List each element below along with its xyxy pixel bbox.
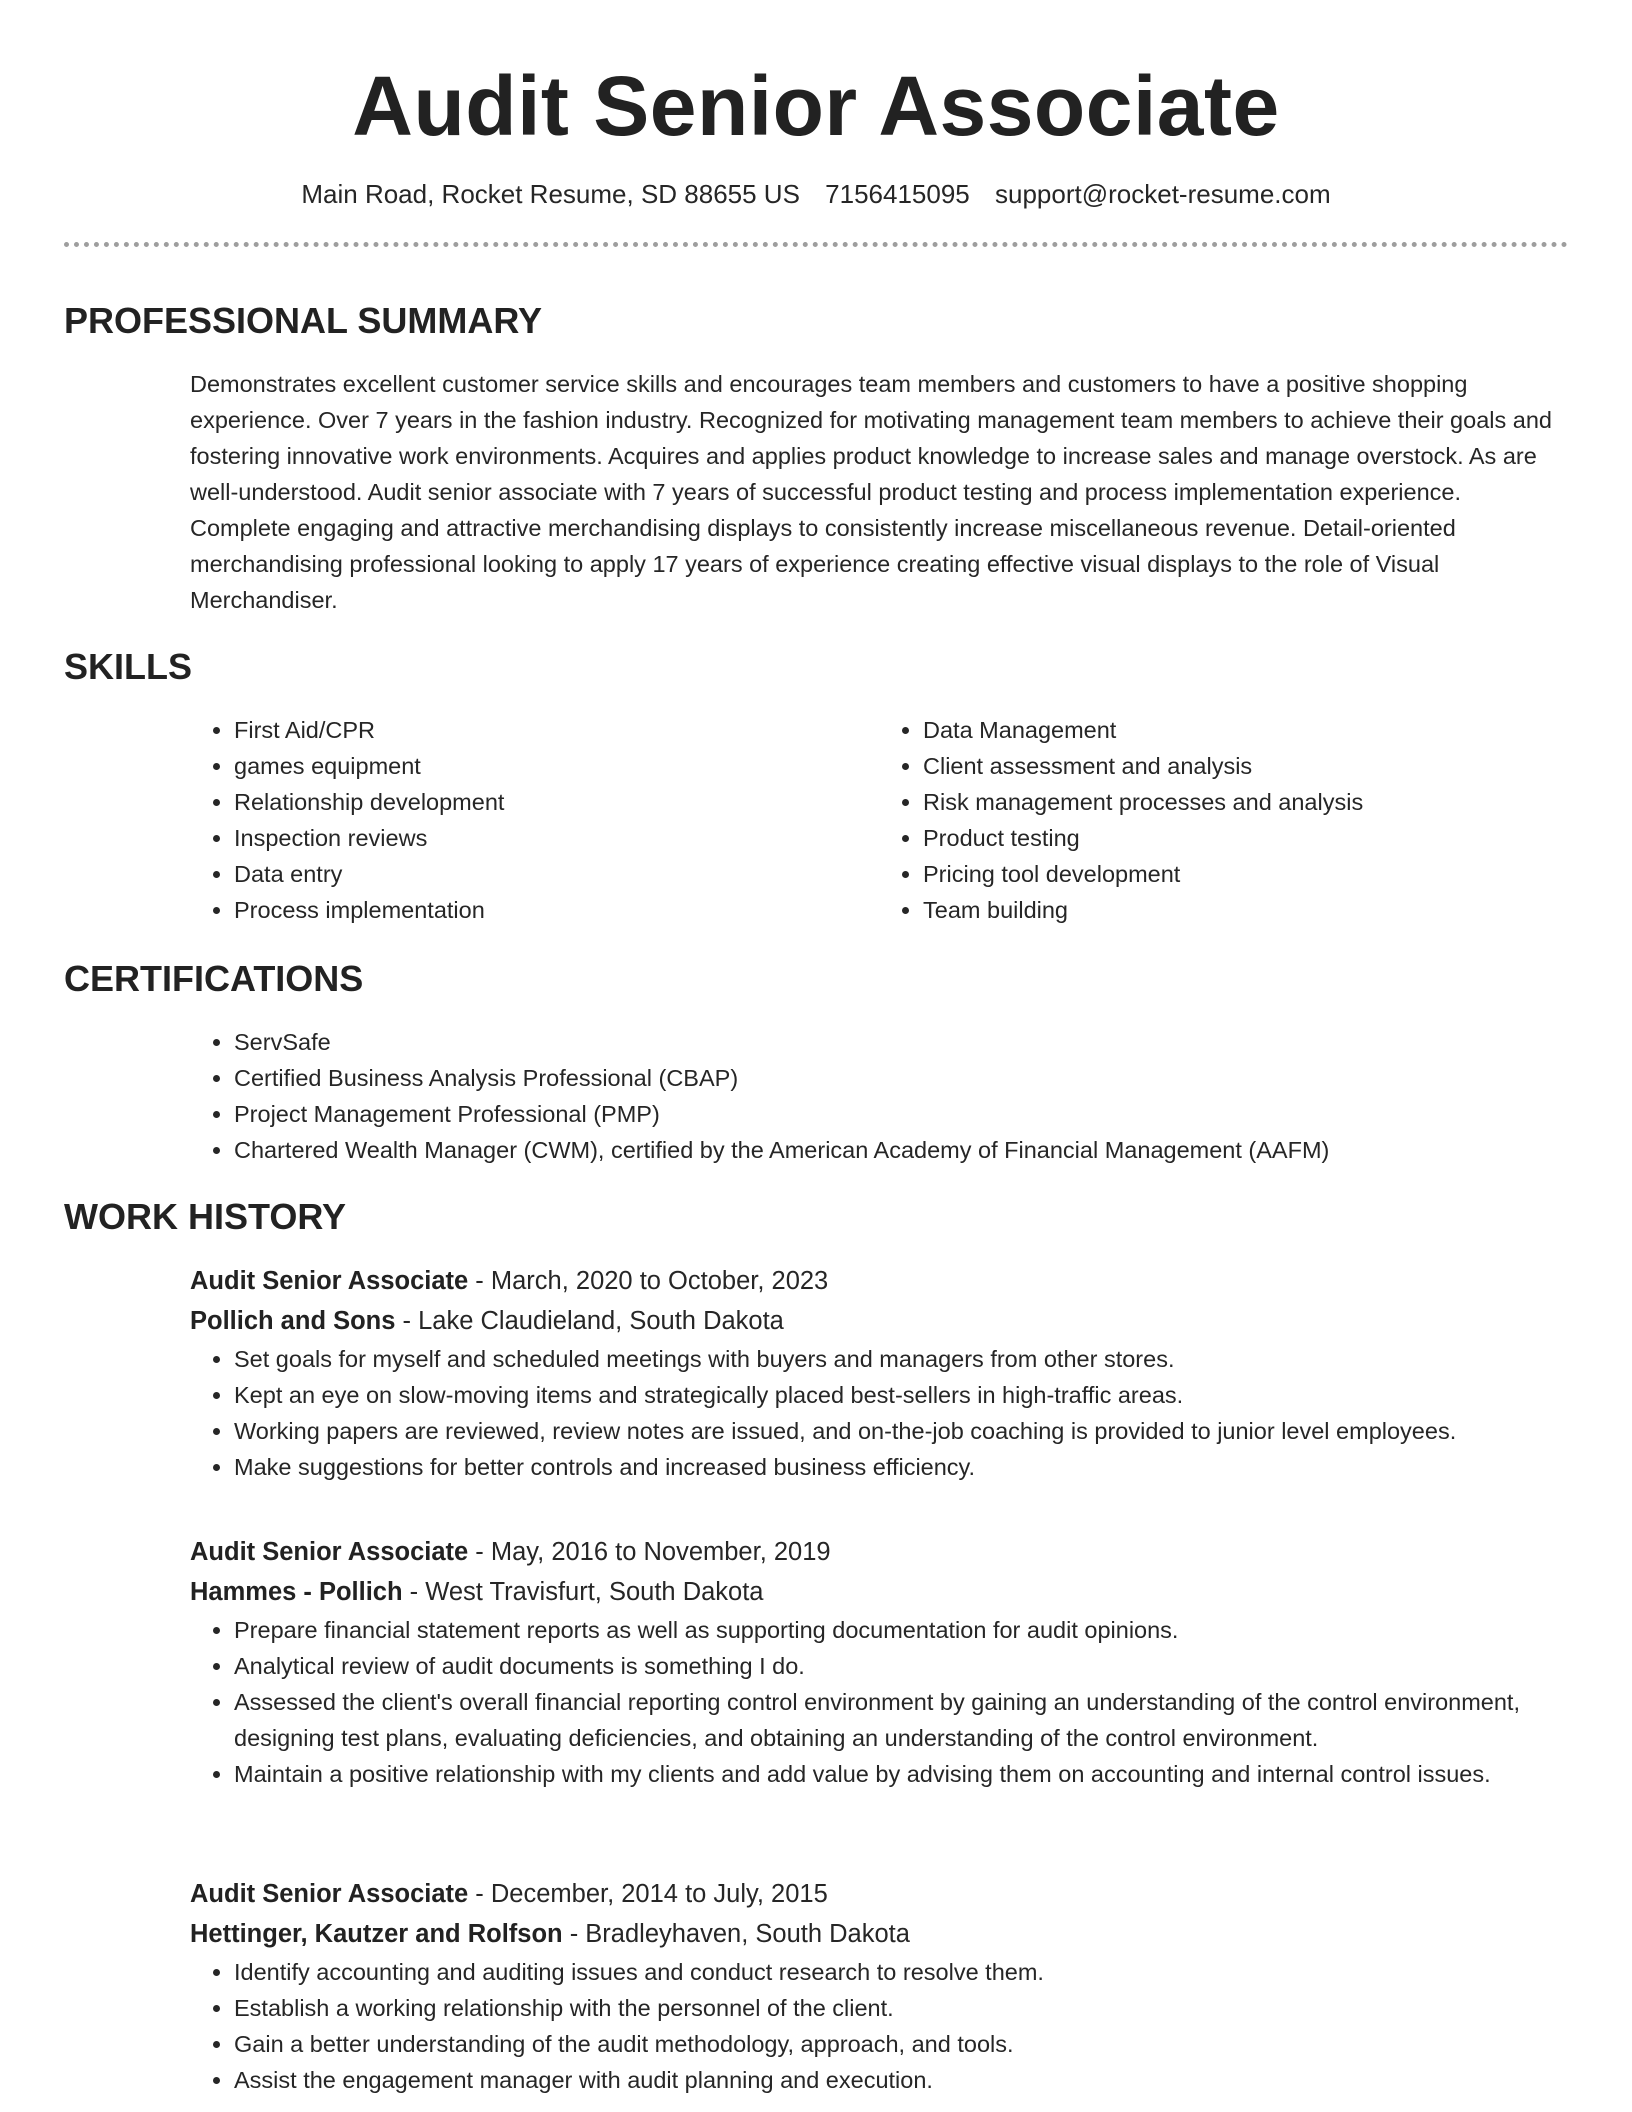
job-title-line (190, 1532, 1568, 1572)
skill-item: • Data entry (234, 856, 879, 892)
job-bullet: • Assessed the client's overall financial reporting control environment by gaining an understanding of the control environment, designing test plans, evaluating deficiencies, and obtaining an understanding of the control environment. (234, 1684, 1568, 1756)
job-bullet: • Maintain a positive relationship with my clients and add value by advising them on accounting and internal control issues. (234, 1756, 1568, 1792)
job-bullet: • Set goals for myself and scheduled meetings with buyers and managers from other stores. (234, 1341, 1568, 1377)
job-company-line (190, 1301, 1568, 1341)
skill-item: • Team building (923, 892, 1568, 928)
job-entry (190, 1532, 1568, 1792)
job-bullets (190, 1341, 1568, 1485)
certifications-list (190, 1024, 1568, 1168)
contact-address: Main Road, Rocket Resume, SD 88655 US (301, 179, 800, 209)
job-dates: - December, 2014 to July, 2015 (468, 1880, 828, 1908)
skill-item: • Process implementation (234, 892, 879, 928)
certification-item: • Certified Business Analysis Professional (CBAP) (234, 1060, 1568, 1096)
skills-heading: SKILLS (64, 646, 193, 687)
skill-item: • Product testing (923, 820, 1568, 856)
job-bullets (190, 1954, 1568, 2098)
skills-column-left (190, 712, 879, 928)
skill-item: • Relationship development (234, 784, 879, 820)
job-company: Hettinger, Kautzer and Rolfson (190, 1920, 563, 1948)
job-company: Pollich and Sons (190, 1307, 396, 1335)
job-title: Audit Senior Associate (190, 1880, 469, 1908)
skills-column-right (879, 712, 1568, 928)
job-bullet: • Make suggestions for better controls and increased business efficiency. (234, 1449, 1568, 1485)
skill-item: • Data Management (923, 712, 1568, 748)
job-title: Audit Senior Associate (190, 1538, 469, 1566)
resume-name: Audit Senior Associate (352, 59, 1280, 153)
job-bullet: • Identify accounting and auditing issues and conduct research to resolve them. (234, 1954, 1568, 1990)
skill-item: • games equipment (234, 748, 879, 784)
job-company-line (190, 1572, 1568, 1612)
resume-page (64, 0, 1568, 2093)
job-bullet: • Gain a better understanding of the audit methodology, approach, and tools. (234, 2026, 1568, 2062)
job-bullet: • Working papers are reviewed, review notes are issued, and on-the-job coaching is provided to junior level employees. (234, 1413, 1568, 1449)
job-title-line (190, 1261, 1568, 1301)
job-bullet: • Establish a working relationship with the personnel of the client. (234, 1990, 1568, 2026)
job-bullet: • Kept an eye on slow-moving items and strategically placed best-sellers in high-traffic areas. (234, 1377, 1568, 1413)
job-title-line (190, 1874, 1568, 1914)
job-location: - West Travisfurt, South Dakota (402, 1578, 764, 1606)
summary-heading: PROFESSIONAL SUMMARY (64, 300, 543, 341)
job-entry (190, 1261, 1568, 1485)
skill-item: • Inspection reviews (234, 820, 879, 856)
job-company-line (190, 1914, 1568, 1954)
skills-list (190, 712, 1568, 928)
contact-email: support@rocket-resume.com (995, 179, 1331, 209)
job-location: - Bradleyhaven, South Dakota (562, 1920, 910, 1948)
skill-item: • First Aid/CPR (234, 712, 879, 748)
job-bullet: • Prepare financial statement reports as well as supporting documentation for audit opinions. (234, 1612, 1568, 1648)
job-bullet: • Analytical review of audit documents is something I do. (234, 1648, 1568, 1684)
job-location: - Lake Claudieland, South Dakota (395, 1307, 784, 1335)
certification-item: • Project Management Professional (PMP) (234, 1096, 1568, 1132)
skill-item: • Pricing tool development (923, 856, 1568, 892)
work-history-heading: WORK HISTORY (64, 1196, 347, 1237)
skill-item: • Risk management processes and analysis (923, 784, 1568, 820)
job-dates: - May, 2016 to November, 2019 (468, 1538, 831, 1566)
job-company: Hammes - Pollich (190, 1578, 403, 1606)
job-entry (190, 1874, 1568, 2098)
summary-text: Demonstrates excellent customer service skills and encourages team members and customers to have a positive shopping experience. Over 7 years in the fashion industry. Recognized for motivating management team members to achieve their goals and fostering innovative work environments. Acquires and applies product knowledge to increase sales and manage overstock. As are well-understood. Audit senior associate with 7 years of successful product testing and process implementation experience. Complete engaging and attractive merchandising displays to consistently increase miscellaneous revenue. Detail-oriented merchandising professional looking to apply 17 years of experience creating effective visual displays to the role of Visual Merchandiser. (190, 371, 1552, 613)
job-bullet: • Assist the engagement manager with audit planning and execution. (234, 2062, 1568, 2098)
certification-item: • Chartered Wealth Manager (CWM), certified by the American Academy of Financial Management (AAFM) (234, 1132, 1568, 1168)
contact-line (64, 176, 1568, 212)
certifications-heading: CERTIFICATIONS (64, 958, 364, 999)
job-dates: - March, 2020 to October, 2023 (468, 1267, 829, 1295)
job-title: Audit Senior Associate (190, 1267, 469, 1295)
job-bullets (190, 1612, 1568, 1792)
skill-item: • Client assessment and analysis (923, 748, 1568, 784)
certification-item: • ServSafe (234, 1024, 1568, 1060)
header-divider (64, 242, 1568, 247)
contact-phone: 7156415095 (825, 179, 970, 209)
